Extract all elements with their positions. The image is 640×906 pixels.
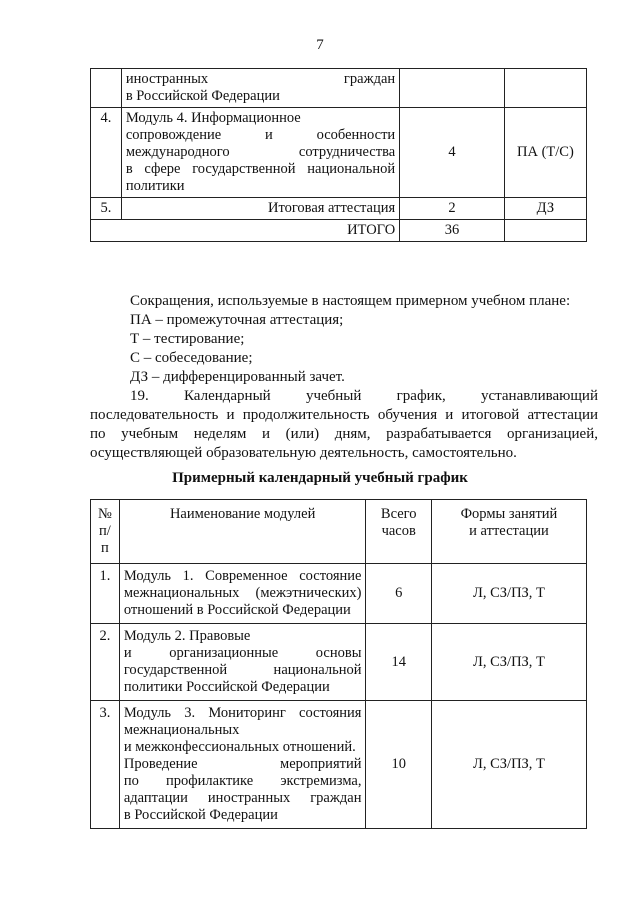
table-row <box>91 564 587 624</box>
hours-cell: 10 <box>366 701 431 829</box>
module-name-line: Модуль 1. Современное состояние <box>123 568 362 584</box>
header-num-line: п <box>101 540 109 556</box>
abbreviations-block <box>90 292 598 463</box>
module-name-line: отношений в Российской Федерации <box>123 602 351 618</box>
hours-cell: 4 <box>400 108 505 198</box>
study-plan-table-continuation <box>90 68 587 242</box>
module-name-line: Проведение мероприятий <box>123 756 362 772</box>
form-cell <box>504 69 586 108</box>
module-name-line: адаптации иностранных граждан <box>123 790 362 806</box>
final-attestation-label: Итоговая аттестация <box>121 198 399 220</box>
abbreviation-item: Т – тестирование; <box>130 331 245 347</box>
paragraph-19-line: осуществляющей образовательную деятельность, самостоятельно. <box>90 445 517 461</box>
module-name-line: в сфере государственной национальной <box>125 161 396 177</box>
paragraph-19-line: 19. Календарный учебный график, устанавливающий <box>130 388 598 404</box>
table-header-row <box>91 500 587 564</box>
header-forms <box>431 500 586 564</box>
abbreviation-item: С – собеседование; <box>130 350 253 366</box>
table-row <box>91 624 587 701</box>
header-num <box>91 500 120 564</box>
calendar-schedule-table <box>90 499 587 829</box>
table-row <box>91 198 587 220</box>
paragraph-19-line: последовательность и продолжительность обучения и итоговой аттестации <box>90 407 598 423</box>
module-name-line: политики <box>125 178 185 194</box>
paragraph-19-line: по учебным неделям и (или) дням, разрабатывается организацией, <box>90 426 598 442</box>
module-name-line: международного сотрудничества <box>125 144 396 160</box>
form-cell: ПА (Т/С) <box>504 108 586 198</box>
schedule-heading: Примерный календарный учебный график <box>172 470 468 486</box>
module-name-line: сопровождение и особенности <box>125 127 396 143</box>
module-name-line: Модуль 2. Правовые <box>123 628 251 644</box>
table-row <box>91 108 587 198</box>
module-name-line: в Российской Федерации <box>123 807 278 823</box>
module-name-line: государственной национальной <box>123 662 362 678</box>
row-number: 5. <box>91 198 122 220</box>
abbreviation-item: ПА – промежуточная аттестация; <box>130 312 344 328</box>
hours-cell: 6 <box>366 564 431 624</box>
module-name-line: и межконфессиональных отношений. <box>123 739 356 755</box>
header-forms-line: и аттестации <box>469 523 549 539</box>
module-name <box>119 564 366 624</box>
table-row <box>91 701 587 829</box>
module-name-line: Модуль 4. Информационное <box>125 110 301 126</box>
module-name-line: политики Российской Федерации <box>123 679 330 695</box>
row-number: 4. <box>91 108 122 198</box>
hours-cell: 14 <box>366 624 431 701</box>
hours-cell <box>400 69 505 108</box>
header-hours-line: Всего <box>380 506 417 522</box>
form-cell: ДЗ <box>504 198 586 220</box>
module-name-line: иностранных граждан <box>125 71 396 87</box>
form-cell: Л, СЗ/ПЗ, Т <box>431 701 586 829</box>
header-module-name: Наименование модулей <box>119 500 366 564</box>
row-number: 1. <box>91 564 120 624</box>
module-name-line: в Российской Федерации <box>125 88 280 104</box>
row-number: 2. <box>91 624 120 701</box>
row-number <box>91 69 122 108</box>
form-cell: Л, СЗ/ПЗ, Т <box>431 624 586 701</box>
form-cell: Л, СЗ/ПЗ, Т <box>431 564 586 624</box>
abbreviation-item: ДЗ – дифференцированный зачет. <box>130 369 345 385</box>
header-num-line: № <box>98 506 112 522</box>
table-row-total <box>91 220 587 242</box>
hours-cell: 2 <box>400 198 505 220</box>
total-label: ИТОГО <box>91 220 400 242</box>
module-name-line: межнациональных <box>123 722 240 738</box>
table-row <box>91 69 587 108</box>
header-num-line: п/ <box>99 523 111 539</box>
module-name-line: Модуль 3. Мониторинг состояния <box>123 705 362 721</box>
module-name-line: и организационные основы <box>123 645 362 661</box>
total-form <box>504 220 586 242</box>
module-name <box>121 108 399 198</box>
header-forms-line: Формы занятий <box>460 506 558 522</box>
module-name-line: по профилактике экстремизма, <box>123 773 362 789</box>
module-name <box>119 624 366 701</box>
abbreviations-intro: Сокращения, используемые в настоящем примерном учебном плане: <box>130 293 571 309</box>
module-name <box>121 69 399 108</box>
module-name-line: межнациональных (межэтнических) <box>123 585 362 601</box>
total-hours: 36 <box>400 220 505 242</box>
header-hours-line: часов <box>381 523 416 539</box>
page-number: 7 <box>316 37 324 53</box>
header-hours <box>366 500 431 564</box>
row-number: 3. <box>91 701 120 829</box>
module-name <box>119 701 366 829</box>
